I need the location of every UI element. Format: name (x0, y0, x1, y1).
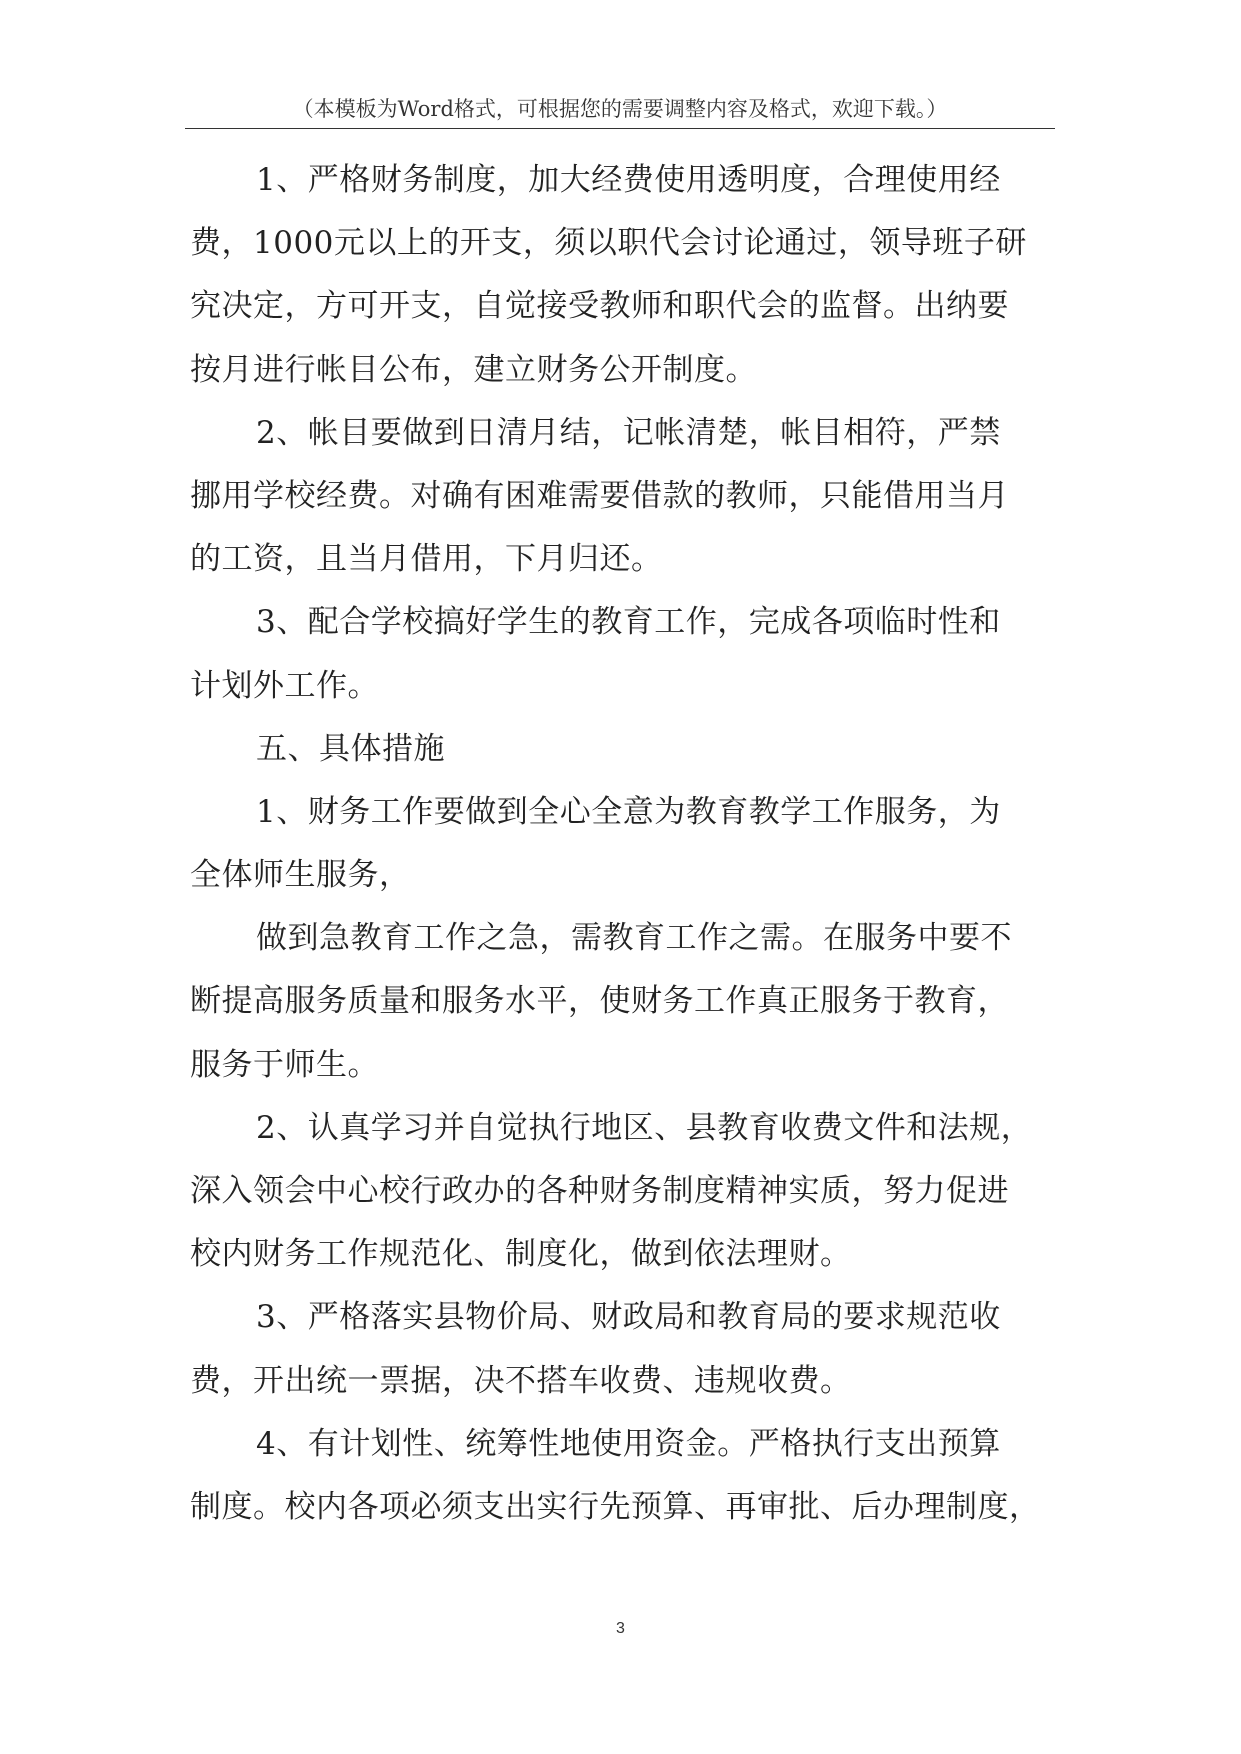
body-line: 2、认真学习并自觉执行地区、县教育收费文件和法规， (256, 1109, 1033, 1146)
body-line: 计划外工作。 (190, 667, 379, 704)
page-header-note: （本模板为Word格式，可根据您的需要调整内容及格式，欢迎下载。） (292, 97, 948, 121)
body-line: 费，开出统一票据，决不搭车收费、违规收费。 (190, 1362, 852, 1399)
body-line: 做到急教育工作之急，需教育工作之需。在服务中要不 (256, 920, 1012, 957)
section-heading: 五、具体措施 (256, 730, 445, 767)
body-line: 2、帐目要做到日清月结，记帐清楚，帐目相符，严禁 (256, 414, 1001, 451)
header-divider (185, 128, 1055, 129)
document-body (190, 160, 1060, 1550)
body-line: 4、有计划性、统筹性地使用资金。严格执行支出预算 (256, 1425, 1001, 1462)
body-line: 3、严格落实县物价局、财政局和教育局的要求规范收 (256, 1299, 1001, 1336)
body-line: 的工资，且当月借用，下月归还。 (190, 541, 663, 578)
body-line: 服务于师生。 (190, 1046, 379, 1083)
body-line: 断提高服务质量和服务水平，使财务工作真正服务于教育， (190, 983, 1009, 1020)
body-line: 挪用学校经费。对确有困难需要借款的教师，只能借用当月 (190, 477, 1009, 514)
body-line: 校内财务工作规范化、制度化，做到依法理财。 (190, 1236, 852, 1273)
body-line: 费，1000元以上的开支，须以职代会讨论通过，领导班子研 (190, 225, 1027, 262)
body-line: 制度。校内各项必须支出实行先预算、再审批、后办理制度， (190, 1488, 1041, 1525)
body-line: 3、配合学校搞好学生的教育工作，完成各项临时性和 (256, 604, 1001, 641)
page-number: 3 (616, 1620, 625, 1637)
body-line: 全体师生服务， (190, 857, 411, 894)
body-line: 按月进行帐目公布，建立财务公开制度。 (190, 351, 757, 388)
body-line: 1、严格财务制度，加大经费使用透明度，合理使用经 (256, 162, 1001, 198)
body-line: 究决定，方可开支，自觉接受教师和职代会的监督。出纳要 (190, 288, 1009, 325)
body-line: 深入领会中心校行政办的各种财务制度精神实质，努力促进 (190, 1173, 1009, 1209)
body-line: 1、财务工作要做到全心全意为教育教学工作服务，为 (256, 793, 1001, 830)
